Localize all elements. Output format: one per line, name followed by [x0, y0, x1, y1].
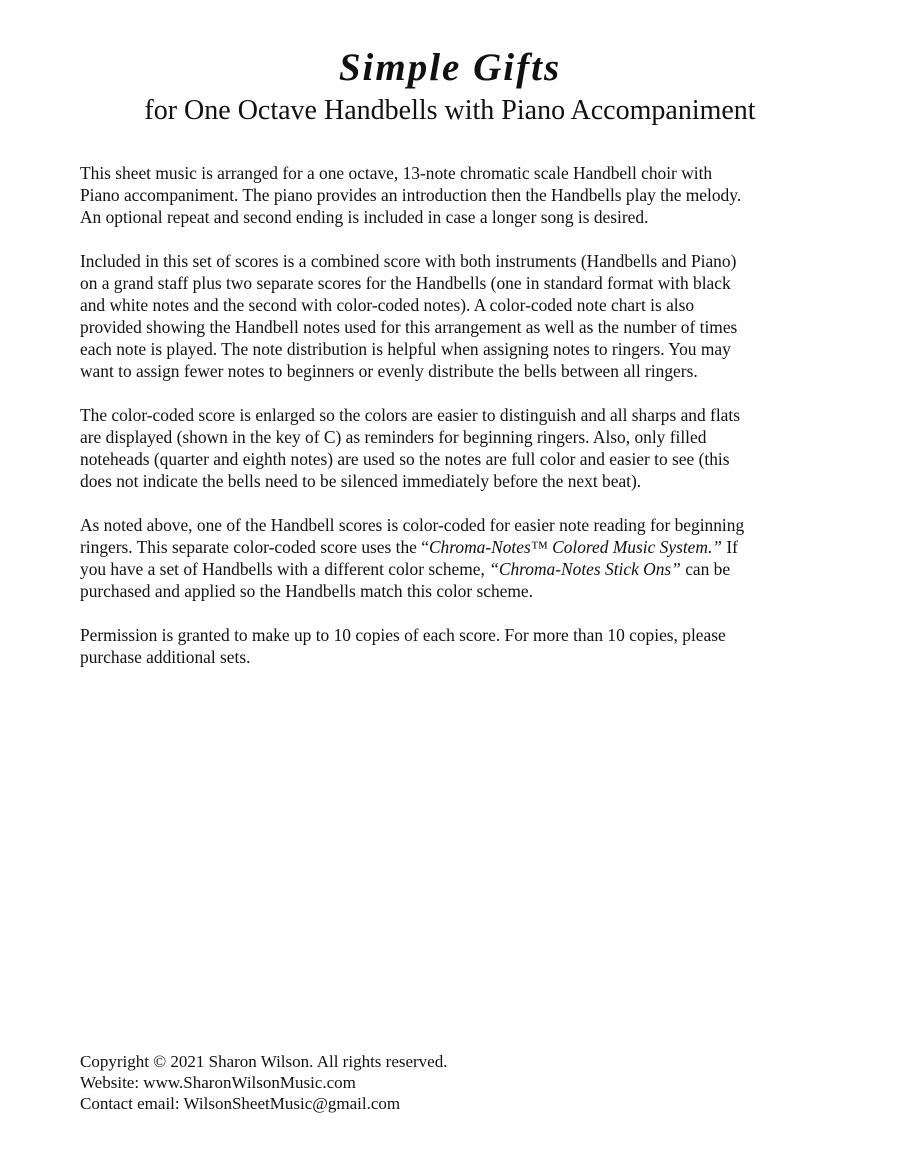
text-line: on a grand staff plus two separate scores for the Handbells (one in standard format with black: [80, 273, 731, 293]
paragraph-intro: [80, 162, 825, 228]
text-line: does not indicate the bells need to be silenced immediately before the next beat).: [80, 471, 642, 491]
body-text: [80, 162, 825, 690]
paragraph-color-coded: [80, 404, 825, 492]
text-line: purchase additional sets.: [80, 647, 251, 667]
text-line: Permission is granted to make up to 10 copies of each score. For more than 10 copies, please: [80, 625, 726, 645]
text-segment: If: [721, 537, 738, 557]
text-line: are displayed (shown in the key of C) as reminders for beginning ringers. Also, only filled: [80, 427, 707, 447]
text-line: purchased and applied so the Handbells match this color scheme.: [80, 581, 533, 601]
text-line: provided showing the Handbell notes used for this arrangement as well as the number of times: [80, 317, 738, 337]
text-line: [80, 536, 825, 558]
text-line: The color-coded score is enlarged so the colors are easier to distinguish and all sharps and flats: [80, 405, 740, 425]
chroma-notes-stick-ons-name: “Chroma-Notes Stick Ons”: [489, 559, 681, 579]
text-line: An optional repeat and second ending is included in case a longer song is desired.: [80, 207, 649, 227]
text-line: and white notes and the second with color-coded notes). A color-coded note chart is also: [80, 295, 695, 315]
paragraph-chroma-notes: [80, 514, 825, 602]
paragraph-permission: [80, 624, 825, 668]
text-segment: can be: [680, 559, 731, 579]
contact-email-line: Contact email: WilsonSheetMusic@gmail.com: [80, 1094, 401, 1113]
text-segment: ringers. This separate color-coded score uses the “: [80, 537, 429, 557]
text-line: each note is played. The note distribution is helpful when assigning notes to ringers. You may: [80, 339, 731, 359]
paragraph-scores: [80, 250, 825, 382]
footer: [80, 1051, 680, 1114]
text-line: As noted above, one of the Handbell scores is color-coded for easier note reading for beginning: [80, 515, 745, 535]
page-title: Simple Gifts: [338, 46, 562, 89]
text-segment: you have a set of Handbells with a different color scheme,: [80, 559, 490, 579]
website-line: Website: www.SharonWilsonMusic.com: [80, 1073, 356, 1092]
text-line: Included in this set of scores is a combined score with both instruments (Handbells and Piano): [80, 251, 737, 271]
text-line: This sheet music is arranged for a one octave, 13-note chromatic scale Handbell choir with: [80, 163, 713, 183]
text-line: noteheads (quarter and eighth notes) are used so the notes are full color and easier to see (this: [80, 449, 730, 469]
page-subtitle: for One Octave Handbells with Piano Accompaniment: [144, 95, 756, 126]
text-line: Piano accompaniment. The piano provides an introduction then the Handbells play the melody.: [80, 185, 742, 205]
text-line: [80, 558, 825, 580]
copyright-notice: Copyright © 2021 Sharon Wilson. All rights reserved.: [80, 1052, 448, 1071]
text-line: want to assign fewer notes to beginners or evenly distribute the bells between all ringers.: [80, 361, 698, 381]
chroma-notes-system-name: Chroma-Notes™ Colored Music System.”: [428, 537, 722, 557]
